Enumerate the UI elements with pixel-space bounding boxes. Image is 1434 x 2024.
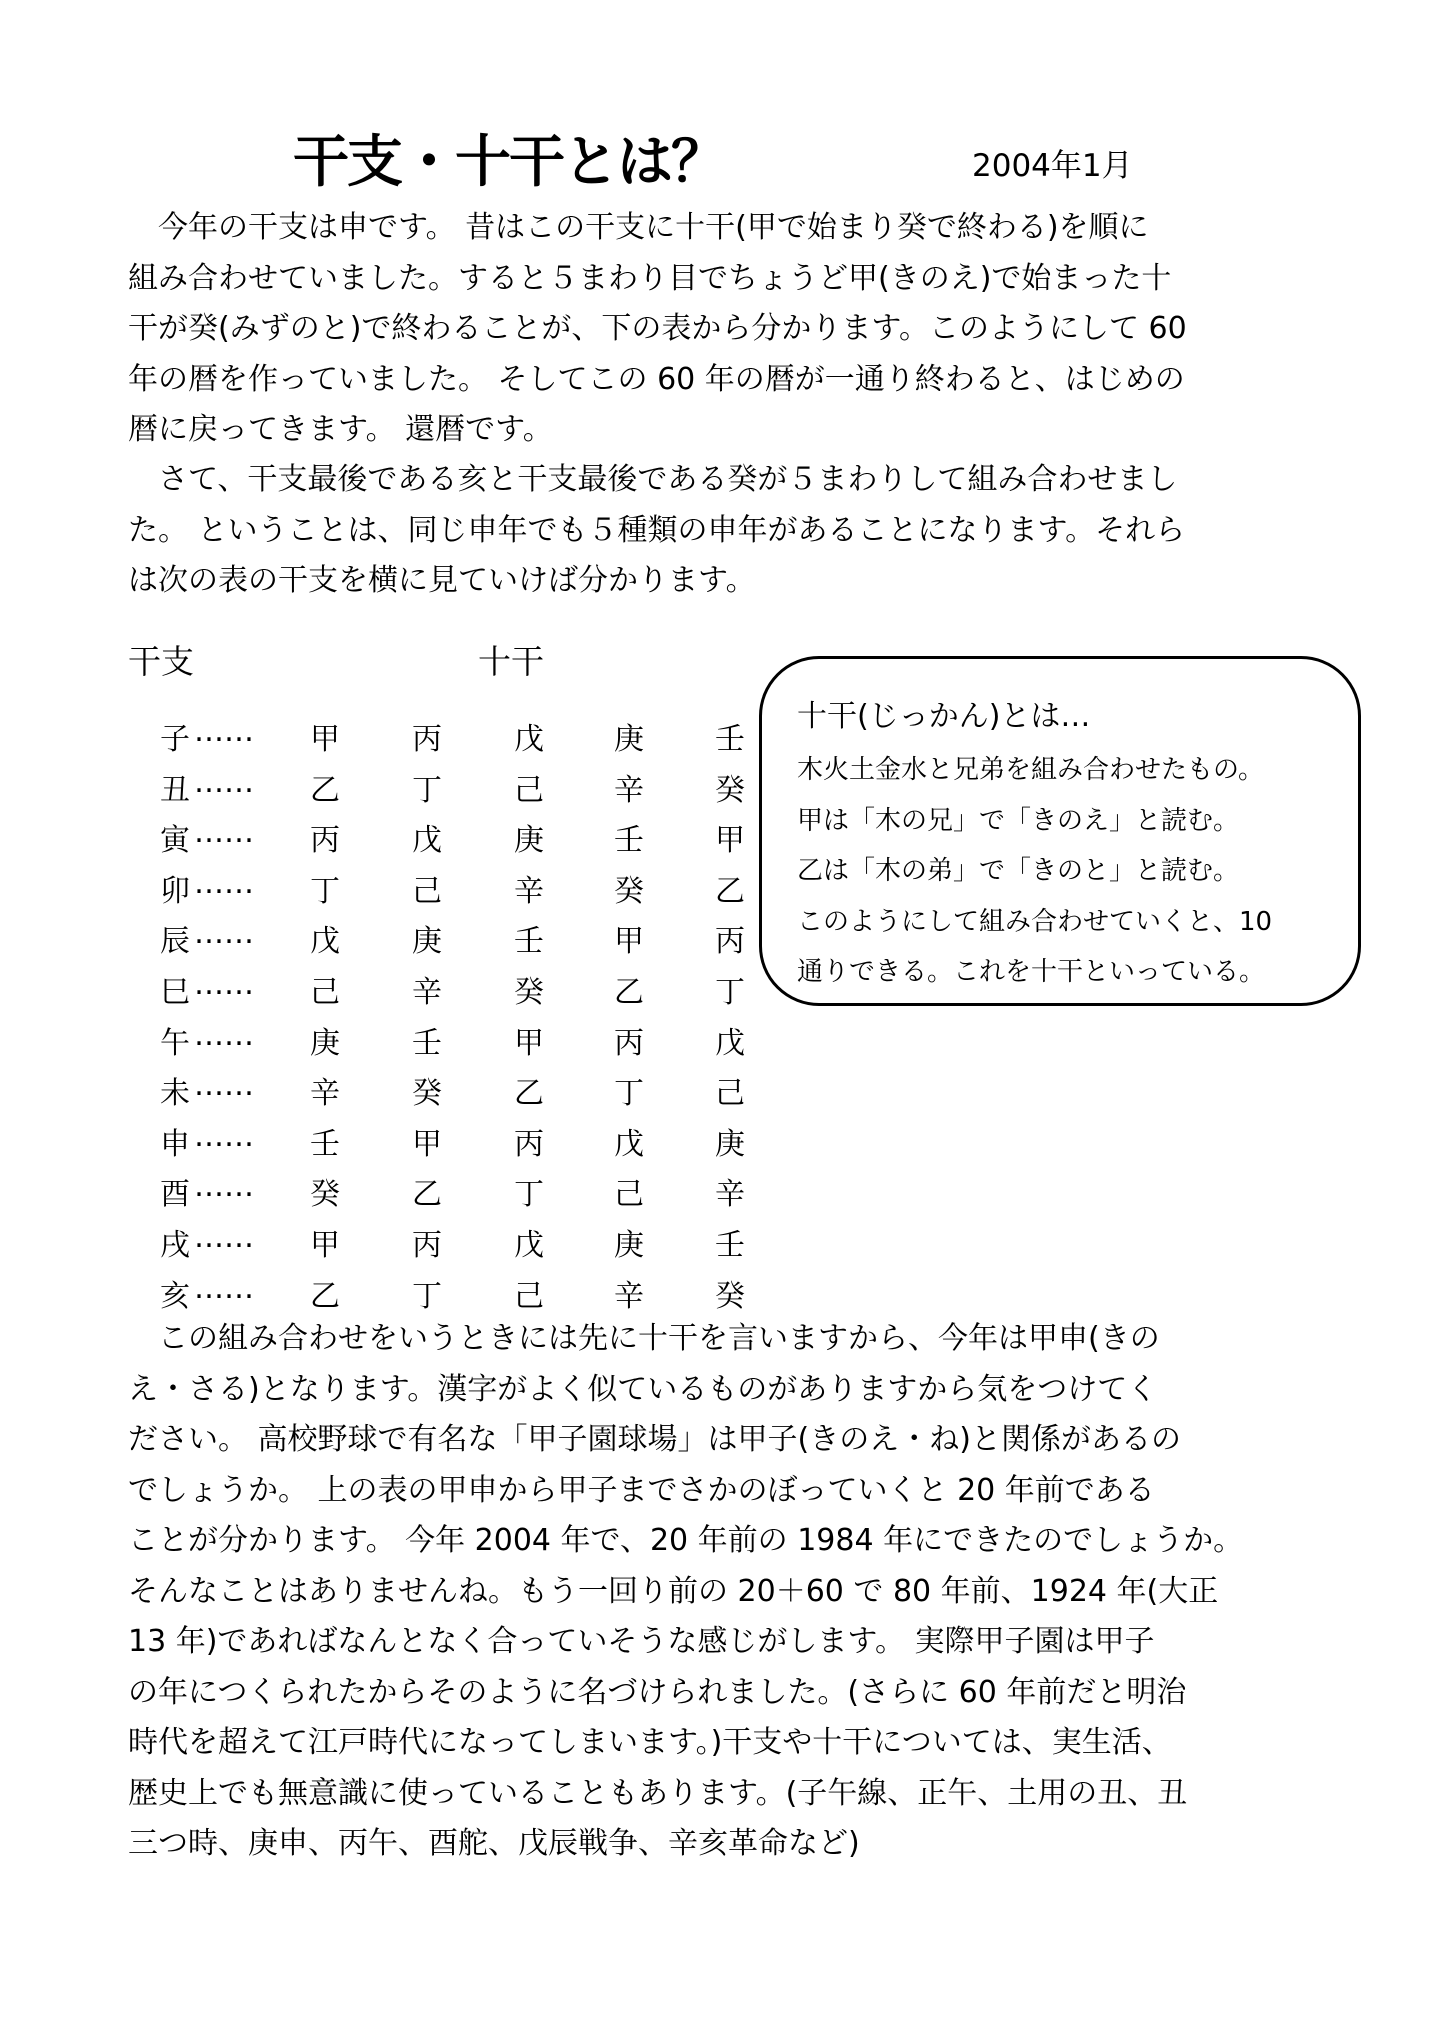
jikkan-cell: 戊 [514,1228,544,1263]
dotted-separator: …… [194,714,254,749]
note-box-line: 乙は「木の弟」で「きのと」と読む。 [797,856,1240,886]
text-line: 暦に戻ってきます。 還暦です。 [128,412,553,447]
text-line: 組み合わせていました。すると５まわり目でちょうど甲(きのえ)で始まった十 [128,260,1172,296]
jikkan-cell: 丁 [412,1278,442,1314]
page-title: 干支・十干とは？ [293,130,725,195]
text-line: た。 ということは、同じ申年でも５種類の申年があることになります。それら [128,512,1186,548]
text-line: 時代を超えて江戸時代になってしまいます。)干支や十干については、実生活、 [128,1725,1172,1760]
jikkan-cell: 癸 [514,975,544,1010]
jikkan-cell: 甲 [715,823,745,859]
note-box-line: 甲は「木の兄」で「きのえ」と読む。 [797,805,1240,836]
jikkan-cell: 乙 [310,1278,340,1314]
jikkan-cell: 戊 [412,823,442,859]
jikkan-cell: 丙 [412,722,442,757]
jikkan-cell: 庚 [412,924,442,960]
text-line: 13 年)であればなんとなく合っていそうな感じがします。 実際甲子園は甲子 [128,1624,1155,1659]
note-box-line: 通りできる。これを十干といっている。 [797,957,1266,987]
jikkan-cell: 癸 [715,1278,745,1314]
jikkan-cell: 壬 [514,924,544,960]
note-box-title: 十干(じっかん)とは… [797,699,1091,734]
jikkan-cell: 甲 [412,1126,442,1162]
jikkan-cell: 戊 [310,924,340,960]
jikkan-cell: 乙 [412,1177,442,1213]
jikkan-cell: 乙 [514,1076,544,1112]
jikkan-cell: 壬 [715,1228,745,1263]
jikkan-cell: 丙 [514,1126,544,1162]
dotted-separator: …… [194,1270,254,1306]
jikkan-cell: 己 [715,1076,745,1112]
eto-cell: 子 [160,722,190,757]
jikkan-cell: 丁 [614,1076,644,1112]
dotted-separator: …… [194,916,254,952]
note-box-line: このようにして組み合わせていくと、10 [797,906,1273,937]
dotted-separator: …… [194,1118,254,1154]
jikkan-cell: 庚 [514,823,544,859]
dotted-separator: …… [194,1220,254,1255]
jikkan-cell: 己 [514,772,544,808]
jikkan-cell: 甲 [614,924,644,960]
eto-cell: 未 [160,1076,190,1112]
jikkan-cell: 丁 [412,772,442,808]
jikkan-cell: 丙 [614,1025,644,1061]
dotted-separator: …… [194,815,254,851]
jikkan-cell: 戊 [614,1126,644,1162]
jikkan-cell: 己 [310,975,340,1010]
text-line: この組み合わせをいうときには先に十干を言いますから、今年は甲申(きの [128,1321,1160,1356]
text-line: そんなことはありませんね。もう一回り前の 20＋60 で 80 年前、1924 年(大正 [128,1573,1219,1609]
text-line: さて、干支最後である亥と干支最後である癸が５まわりして組み合わせまし [128,462,1178,497]
jikkan-cell: 丁 [514,1177,544,1213]
eto-cell: 巳 [160,975,190,1010]
jikkan-cell: 壬 [412,1025,442,1061]
jikkan-cell: 癸 [310,1177,340,1213]
jikkan-cell: 庚 [310,1025,340,1061]
dotted-separator: …… [194,764,254,800]
jikkan-cell: 丁 [310,873,340,909]
eto-cell: 申 [160,1126,190,1162]
text-line: の年につくられたからそのように名づけられました。(さらに 60 年前だと明治 [128,1674,1187,1710]
eto-cell: 寅 [160,823,190,859]
third-paragraph [128,1314,1298,1870]
note-box-line: 木火土金水と兄弟を組み合わせたもの。 [797,755,1264,785]
jikkan-cell: 甲 [310,722,340,757]
dotted-separator: …… [194,865,254,901]
jikkan-cell: 庚 [614,722,644,757]
eto-cell: 丑 [160,772,190,808]
jikkan-cell: 辛 [514,873,544,909]
text-line: でしょうか。 上の表の甲申から甲子までさかのぼっていくと 20 年前である [128,1472,1155,1508]
jikkan-cell: 甲 [310,1228,340,1263]
jikkan-cell: 乙 [715,873,745,909]
text-line: 年の暦を作っていました。 そしてこの 60 年の暦が一通り終わると、はじめの [128,361,1185,397]
eto-cell: 亥 [160,1278,190,1314]
jikkan-cell: 癸 [614,873,644,909]
jikkan-cell: 乙 [614,975,644,1010]
jikkan-cell: 戊 [514,722,544,757]
jikkan-cell: 庚 [715,1126,745,1162]
jikkan-cell: 己 [614,1177,644,1213]
jikkan-cell: 庚 [614,1228,644,1263]
intro-paragraph [128,203,1298,456]
eto-cell: 戌 [160,1228,190,1263]
date-label: 2004年1月 [972,148,1133,184]
jikkan-cell: 戊 [715,1025,745,1061]
jikkan-cell: 癸 [715,772,745,808]
jikkan-cell: 辛 [715,1177,745,1213]
eto-cell: 酉 [160,1177,190,1213]
eto-cell: 卯 [160,873,190,909]
text-line: 干が癸(みずのと)で終わることが、下の表から分かります。このようにして 60 [128,311,1187,346]
dotted-separator: …… [194,1017,254,1053]
table-header-eto: 干支 [128,642,194,681]
second-paragraph [128,455,1298,607]
text-line: 歴史上でも無意識に使っていることもあります。(子午線、正午、土用の丑、丑 [128,1775,1188,1811]
jikkan-cell: 丙 [310,823,340,859]
text-line: え・さる)となります。漢字がよく似ているものがありますから気をつけてく [128,1371,1158,1407]
text-line: ことが分かります。 今年 2004 年で、20 年前の 1984 年にできたのでしょうか。 [128,1523,1244,1558]
dotted-separator: …… [194,1068,254,1104]
jikkan-cell: 壬 [614,823,644,859]
table-header-jikkan: 十干 [478,642,544,681]
jikkan-cell: 壬 [310,1126,340,1162]
text-line: 三つ時、庚申、丙午、酉舵、戊辰戦争、辛亥革命など) [128,1826,860,1861]
jikkan-note-box [759,656,1361,1006]
jikkan-cell: 壬 [715,722,745,757]
eto-cell: 辰 [160,924,190,960]
dotted-separator: …… [194,967,254,1002]
jikkan-cell: 己 [514,1278,544,1314]
jikkan-cell: 丁 [715,975,745,1010]
jikkan-cell: 辛 [310,1076,340,1112]
text-line: ださい。 高校野球で有名な「甲子園球場」は甲子(きのえ・ね)と関係があるの [128,1422,1181,1457]
eto-cell: 午 [160,1025,190,1061]
jikkan-cell: 丙 [412,1228,442,1263]
jikkan-cell: 辛 [412,975,442,1010]
jikkan-cell: 丙 [715,924,745,960]
jikkan-cell: 乙 [310,772,340,808]
text-line: 今年の干支は申です。 昔はこの干支に十干(甲で始まり癸で終わる)を順に [128,210,1149,245]
jikkan-cell: 癸 [412,1076,442,1112]
jikkan-cell: 辛 [614,1278,644,1314]
text-line: は次の表の干支を横に見ていけば分かります。 [128,563,756,598]
jikkan-cell: 辛 [614,772,644,808]
jikkan-cell: 甲 [514,1025,544,1061]
jikkan-cell: 己 [412,873,442,909]
dotted-separator: …… [194,1169,254,1205]
